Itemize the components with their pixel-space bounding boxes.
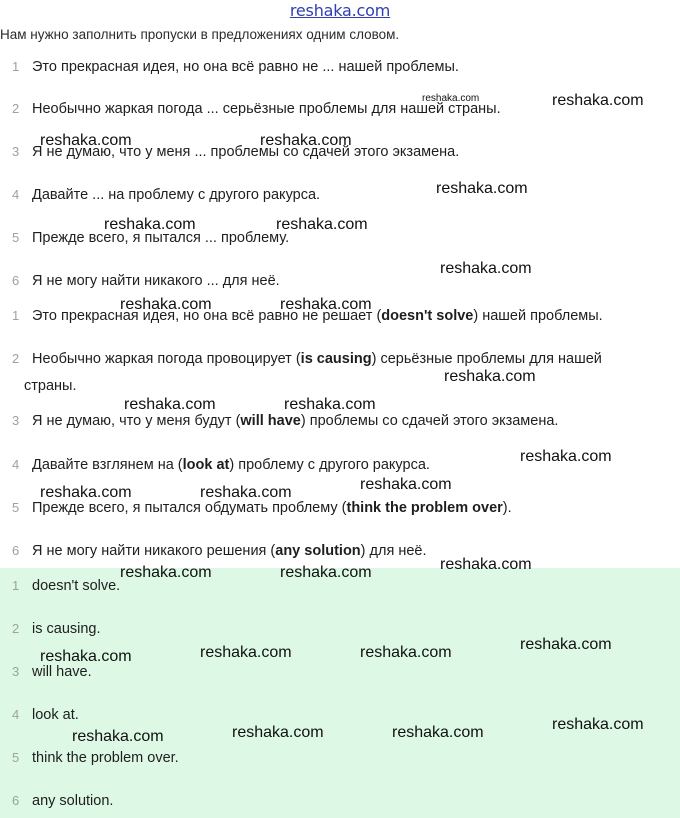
- watermark: reshaka.com: [422, 93, 480, 104]
- watermark: reshaka.com: [200, 644, 292, 661]
- watermark: reshaka.com: [440, 260, 532, 277]
- solution-text: Необычно жаркая погода провоцирует (is causing) серьёзные проблемы для нашей: [32, 351, 602, 367]
- answer-text: doesn't solve.: [32, 578, 121, 594]
- item-number: 4: [12, 457, 20, 472]
- answers-panel: [0, 568, 680, 818]
- question-text: Я не думаю, что у меня ... проблемы со сдачей этого экзамена.: [32, 144, 460, 160]
- watermark: reshaka.com: [552, 716, 644, 733]
- item-number: 4: [12, 187, 20, 202]
- watermark: reshaka.com: [436, 180, 528, 197]
- item-number: 2: [12, 101, 20, 116]
- answer-text: any solution.: [32, 793, 114, 809]
- watermark: reshaka.com: [440, 556, 532, 573]
- solution-answer: think the problem over: [346, 500, 503, 516]
- answer-text: will have.: [32, 664, 92, 680]
- solution-text: Я не думаю, что у меня будут (will have) проблемы со сдачей этого экзамена.: [32, 413, 559, 429]
- answer-text: think the problem over.: [32, 750, 179, 766]
- watermark: reshaka.com: [232, 724, 324, 741]
- item-number: 3: [12, 413, 20, 428]
- watermark: reshaka.com: [392, 724, 484, 741]
- item-number: 6: [12, 273, 20, 288]
- watermark: reshaka.com: [284, 396, 376, 413]
- answer-text: look at.: [32, 707, 79, 723]
- item-number: 3: [12, 664, 20, 679]
- watermark: reshaka.com: [40, 132, 132, 149]
- item-number: 1: [12, 308, 20, 323]
- solution-answer: look at: [182, 457, 230, 473]
- watermark: reshaka.com: [200, 484, 292, 501]
- question-text: Необычно жаркая погода ... серьёзные проблемы для нашей страны.: [32, 101, 501, 117]
- solution-text: Давайте взглянем на (look at) проблему с другого ракурса.: [32, 457, 430, 473]
- item-number: 6: [12, 793, 20, 808]
- watermark: reshaka.com: [40, 648, 132, 665]
- item-number: 5: [12, 230, 20, 245]
- watermark: reshaka.com: [444, 368, 536, 385]
- watermark: reshaka.com: [520, 636, 612, 653]
- watermark: reshaka.com: [120, 564, 212, 581]
- item-number: 1: [12, 578, 20, 593]
- item-number: 6: [12, 543, 20, 558]
- watermark: reshaka.com: [360, 644, 452, 661]
- solution-answer: will have: [240, 413, 301, 429]
- question-text: Это прекрасная идея, но она всё равно не ... нашей проблемы.: [32, 59, 459, 75]
- watermark: reshaka.com: [276, 216, 368, 233]
- watermark: reshaka.com: [120, 296, 212, 313]
- watermark: reshaka.com: [280, 564, 372, 581]
- solution-answer: any solution: [275, 543, 361, 559]
- item-number: 5: [12, 750, 20, 765]
- solution-text: Прежде всего, я пытался обдумать проблему (think the problem over).: [32, 500, 512, 516]
- watermark: reshaka.com: [360, 476, 452, 493]
- watermark: reshaka.com: [520, 448, 612, 465]
- item-number: 1: [12, 59, 20, 74]
- watermark: reshaka.com: [260, 132, 352, 149]
- item-number: 4: [12, 707, 20, 722]
- item-number: 5: [12, 500, 20, 515]
- question-text: Давайте ... на проблему с другого ракурса.: [32, 187, 321, 203]
- watermark: reshaka.com: [40, 484, 132, 501]
- watermark: reshaka.com: [72, 728, 164, 745]
- item-number: 2: [12, 621, 20, 636]
- item-number: 2: [12, 351, 20, 366]
- item-number: 3: [12, 144, 20, 159]
- solution-answer: doesn't solve: [381, 308, 474, 324]
- task-instruction: Нам нужно заполнить пропуски в предложениях одним словом.: [0, 27, 400, 42]
- solution-text: Я не могу найти никакого решения (any solution) для неё.: [32, 543, 427, 559]
- watermark: reshaka.com: [280, 296, 372, 313]
- solution-answer: is causing: [300, 351, 372, 367]
- question-text: Прежде всего, я пытался ... проблему.: [32, 230, 290, 246]
- answer-text: is causing.: [32, 621, 101, 637]
- watermark: reshaka.com: [552, 92, 644, 109]
- question-text: Я не могу найти никакого ... для неё.: [32, 273, 280, 289]
- watermark: reshaka.com: [124, 396, 216, 413]
- solution-text: Это прекрасная идея, но она всё равно не решает (doesn't solve) нашей проблемы.: [32, 308, 603, 324]
- watermark: reshaka.com: [104, 216, 196, 233]
- site-link[interactable]: reshaka.com: [289, 1, 391, 20]
